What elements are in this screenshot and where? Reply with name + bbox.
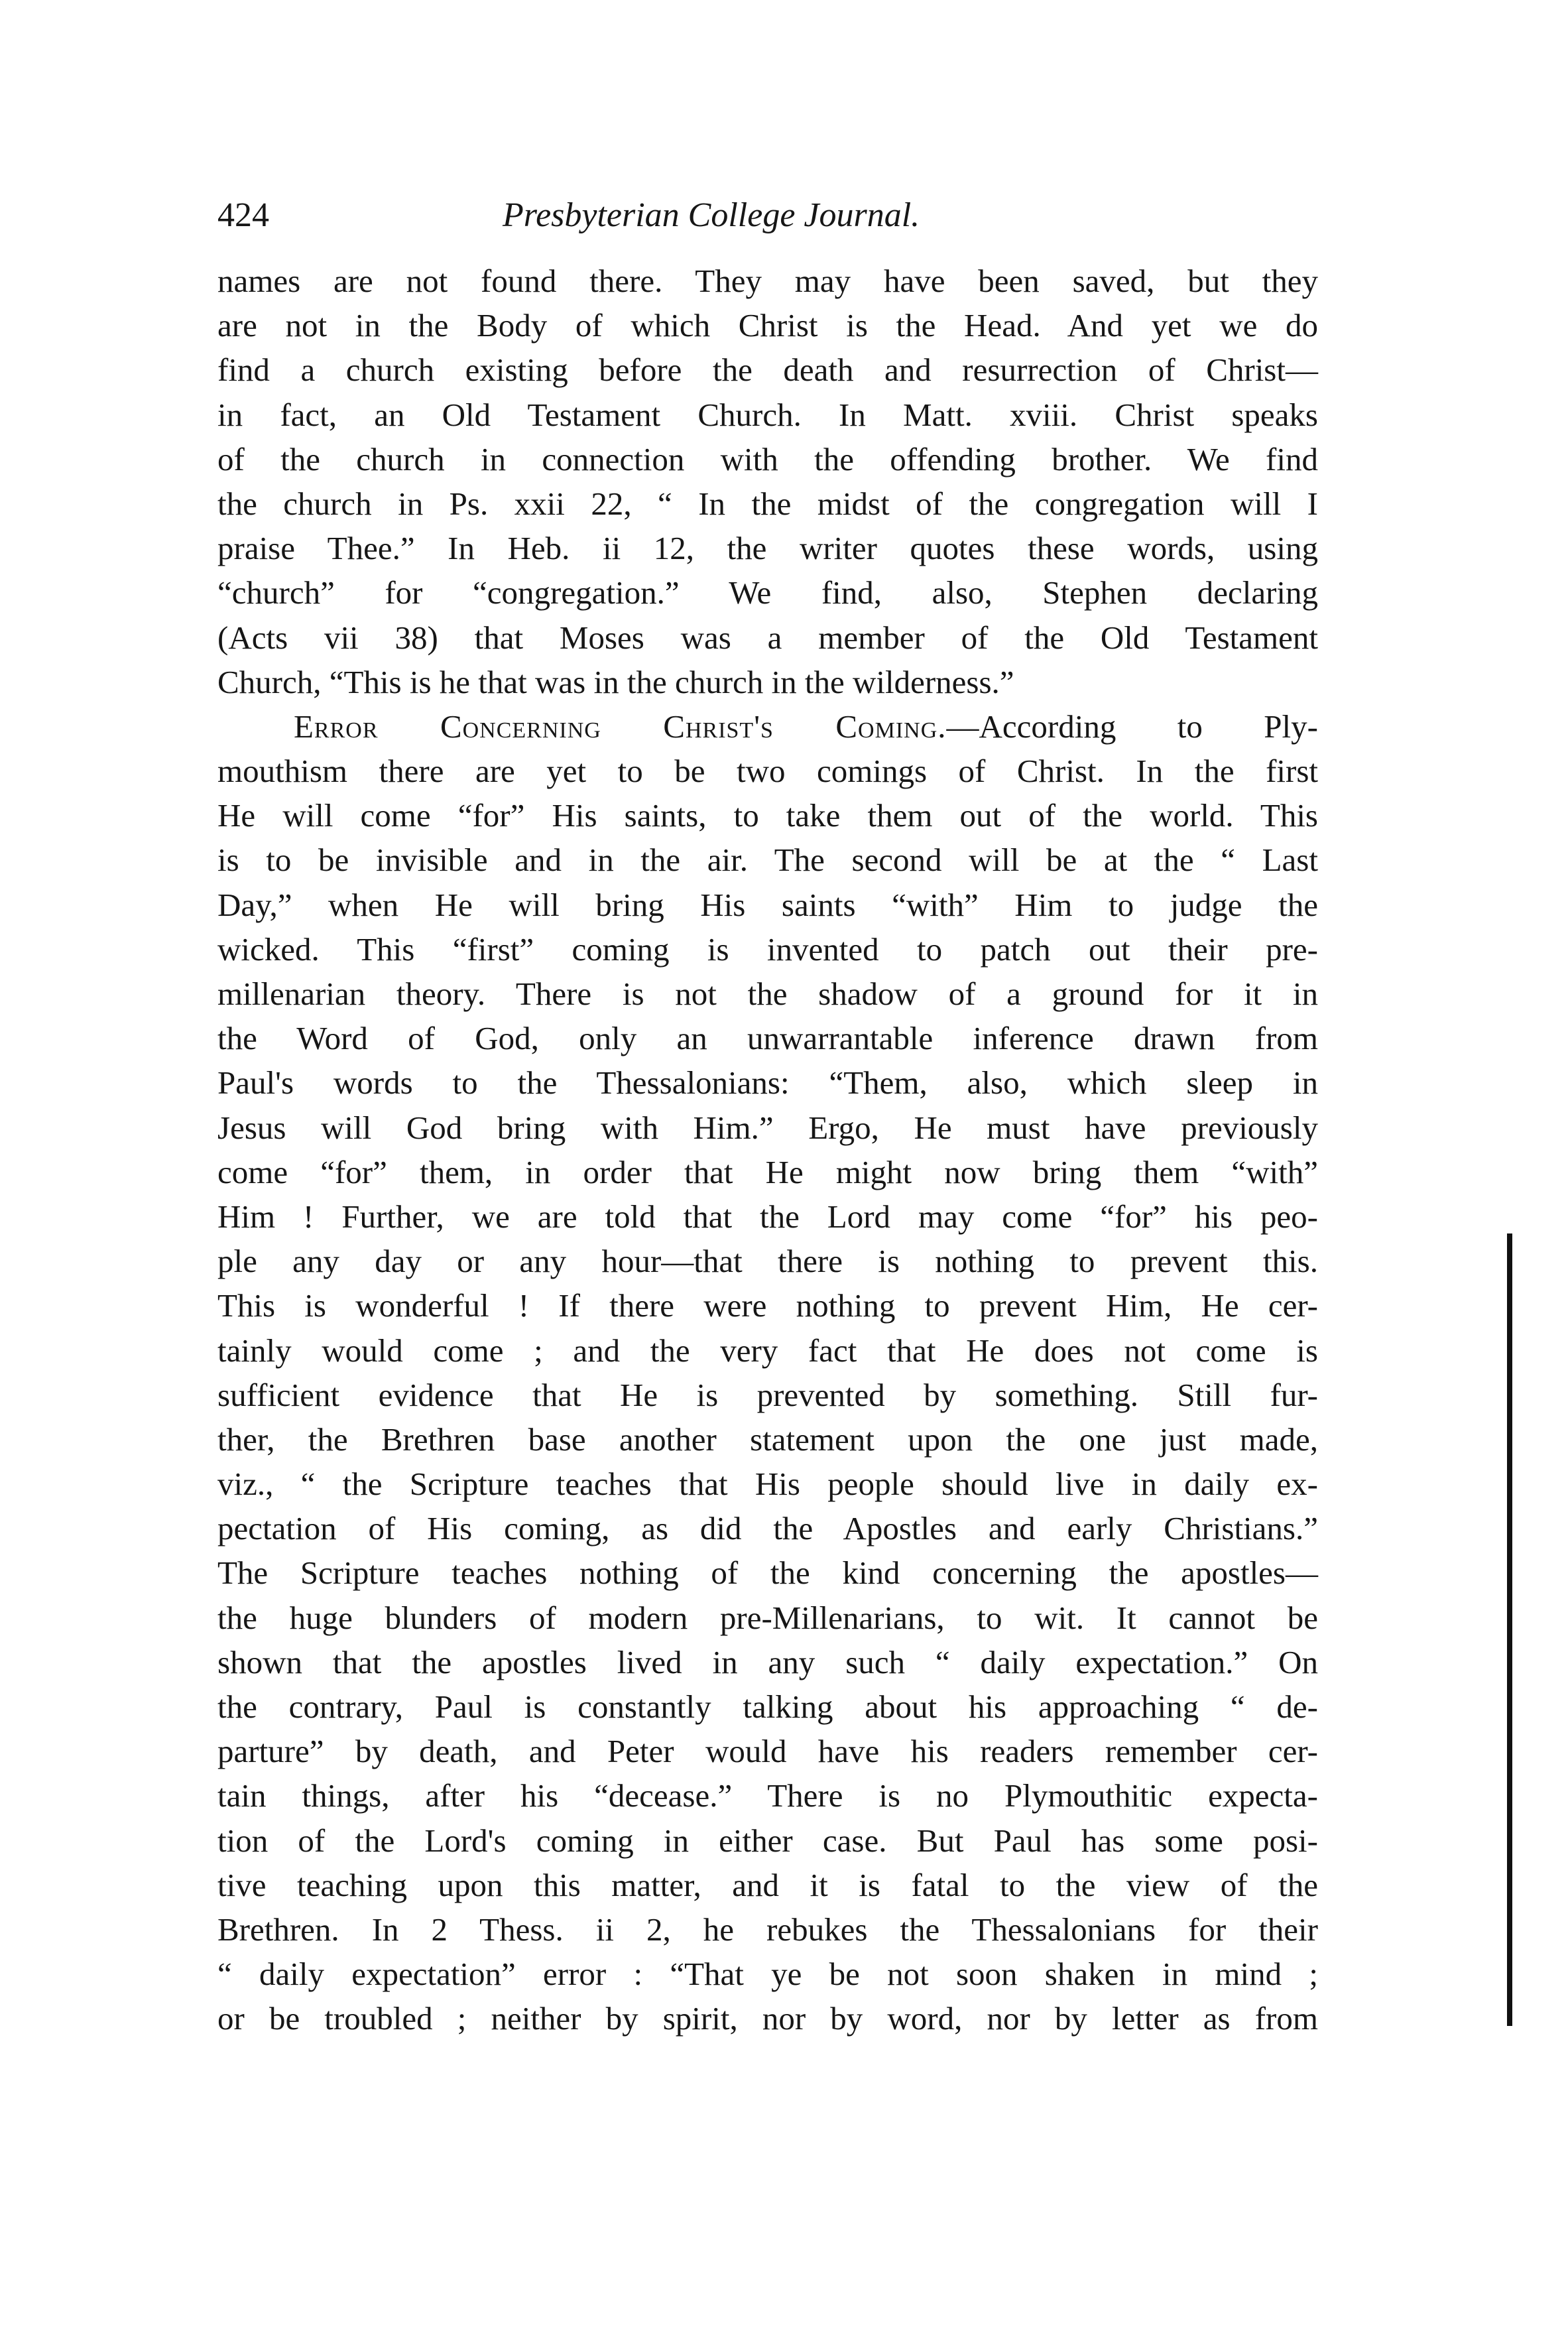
section-first-line: [217, 704, 1318, 749]
text-line: parture” by death, and Peter would have his readers remember cer-: [217, 1733, 1318, 1770]
text-line: (Acts vii 38) that Moses was a member of the Old Testament: [217, 619, 1318, 656]
text-line: the huge blunders of modern pre-Millenarians, to wit. It cannot be: [217, 1599, 1318, 1636]
text-line: are not in the Body of which Christ is the Head. And yet we do: [217, 307, 1318, 344]
text-run: —According to Ply-: [946, 708, 1318, 745]
text-line: ple any day or any hour—that there is nothing to prevent this.: [217, 1243, 1318, 1280]
text-line: The Scripture teaches nothing of the kind concerning the apostles—: [217, 1554, 1318, 1592]
text-line: Paul's words to the Thessalonians: “Them, also, which sleep in: [217, 1064, 1318, 1102]
text-line: the church in Ps. xxii 22, “ In the midst of the congregation will I: [217, 485, 1318, 522]
text-line: shown that the apostles lived in any such “ daily expectation.” On: [217, 1643, 1318, 1680]
text-line: names are not found there. They may have been saved, but they: [217, 263, 1318, 299]
text-line: mouthism there are yet to be two comings of Christ. In the first: [217, 753, 1318, 790]
text-line: Day,” when He will bring His saints “with” Him to judge the: [217, 886, 1318, 923]
body-text: [217, 259, 1318, 2041]
text-line: or be troubled ; neither by spirit, nor by word, nor by letter as from: [217, 2000, 1318, 2037]
text-line: of the church in connection with the offending brother. We find: [217, 440, 1318, 477]
text-line: is to be invisible and in the air. The second will be at the “ Last: [217, 842, 1318, 879]
text-line: “church” for “congregation.” We find, also, Stephen declaring: [217, 574, 1318, 611]
text-line: tive teaching upon this matter, and it is fatal to the view of the: [217, 1866, 1318, 1903]
section-heading: Error Concerning Christ's Coming.: [294, 708, 947, 745]
text-line: Church, “This is he that was in the church in the wilderness.”: [217, 663, 1014, 700]
text-line: Brethren. In 2 Thess. ii 2, he rebukes the Thessalonians for their: [217, 1911, 1318, 1948]
text-line: He will come “for” His saints, to take them out of the world. This: [217, 797, 1318, 834]
text-line: come “for” them, in order that He might now bring them “with”: [217, 1153, 1318, 1190]
text-line: tain things, after his “decease.” There is no Plymouthitic expecta-: [217, 1777, 1318, 1814]
text-line: tion of the Lord's coming in either case. But Paul has some posi-: [217, 1822, 1318, 1859]
scan-margin-line: [1507, 1233, 1512, 2026]
text-line: “ daily expectation” error : “That ye be not soon shaken in mind ;: [217, 1956, 1318, 1993]
text-line: wicked. This “first” coming is invented to patch out their pre-: [217, 930, 1318, 968]
text-line: tainly would come ; and the very fact that He does not come is: [217, 1332, 1318, 1369]
text-line: This is wonderful ! If there were nothing to prevent Him, He cer-: [217, 1287, 1318, 1324]
page-number: 424: [217, 196, 269, 234]
text-line: in fact, an Old Testament Church. In Matt. xviii. Christ speaks: [217, 396, 1318, 433]
text-line: Jesus will God bring with Him.” Ergo, He must have previously: [217, 1109, 1318, 1146]
page-header: [217, 189, 1318, 242]
running-title: Presbyterian College Journal.: [503, 196, 920, 234]
text-line: millenarian theory. There is not the shadow of a ground for it in: [217, 976, 1318, 1012]
text-line: sufficient evidence that He is prevented by something. Still fur-: [217, 1376, 1318, 1413]
text-line: Him ! Further, we are told that the Lord may come “for” his peo-: [217, 1198, 1318, 1235]
text-line: the contrary, Paul is constantly talking about his approaching “ de-: [217, 1688, 1318, 1725]
text-line: viz., “ the Scripture teaches that His people should live in daily ex-: [217, 1466, 1318, 1503]
text-line: find a church existing before the death and resurrection of Christ—: [217, 351, 1318, 389]
text-line: praise Thee.” In Heb. ii 12, the writer quotes these words, using: [217, 530, 1318, 567]
text-line: the Word of God, only an unwarrantable inference drawn from: [217, 1020, 1318, 1057]
text-line: ther, the Brethren base another statement upon the one just made,: [217, 1420, 1318, 1458]
text-line: pectation of His coming, as did the Apostles and early Christians.”: [217, 1510, 1318, 1547]
